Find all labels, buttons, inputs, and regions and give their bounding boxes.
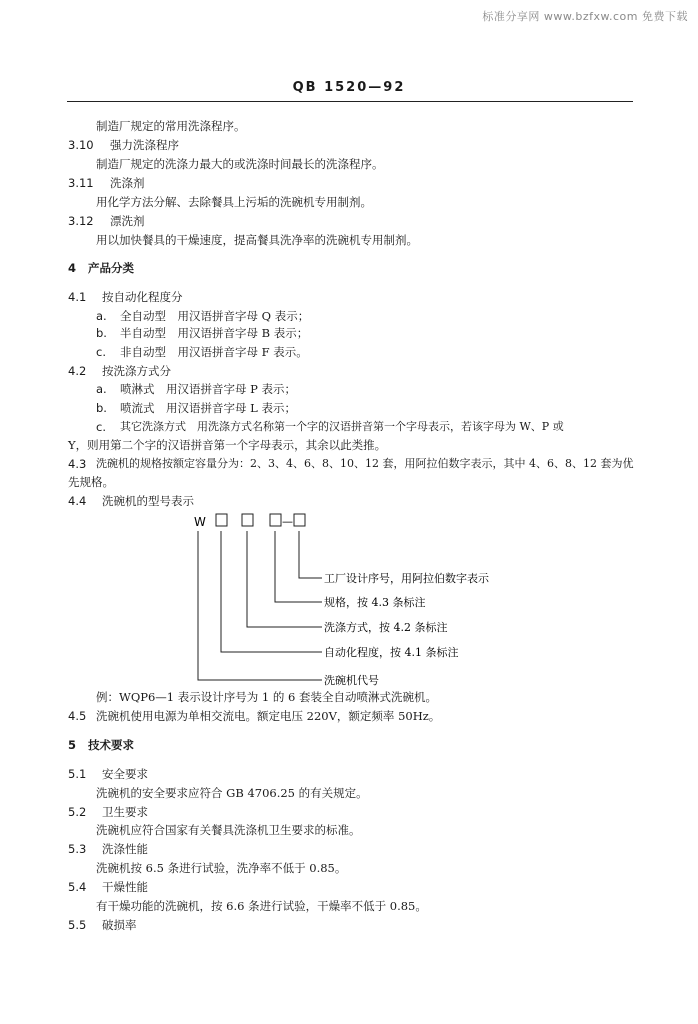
clause-number: 3.12	[68, 214, 94, 228]
diagram-label-automation: 自动化程度，按 4.1 条标注	[324, 646, 459, 659]
section-number: 4	[68, 261, 77, 275]
diagram-w-letter: W	[194, 515, 206, 529]
clause-heading: 安全要求	[102, 767, 148, 781]
text-line: 洗碗机应符合国家有关餐具洗涤机卫生要求的标准。	[96, 823, 361, 837]
clause-heading: 按洗涤方式分	[102, 364, 171, 378]
section-number: 5	[68, 738, 77, 752]
list-item: 喷淋式 用汉语拼音字母 P 表示；	[120, 382, 297, 396]
code-box-serial	[294, 514, 305, 526]
item-marker: a.	[96, 382, 107, 396]
leader-line-code	[198, 531, 322, 680]
diagram-dash: —	[282, 515, 293, 528]
diagram-label-code: 洗碗机代号	[324, 674, 379, 687]
text-line: 有干燥功能的洗碗机，按 6.6 条进行试验，干燥率不低于 0.85。	[96, 899, 427, 913]
clause-heading: 按自动化程度分	[102, 290, 183, 304]
diagram-label-washing: 洗涤方式，按 4.2 条标注	[324, 621, 448, 634]
item-marker: b.	[96, 326, 107, 340]
text-line: 洗碗机使用电源为单相交流电。额定电压 220V，额定频率 50Hz。	[96, 709, 441, 723]
list-item: 喷流式 用汉语拼音字母 L 表示；	[120, 401, 296, 415]
section-heading: 技术要求	[88, 738, 134, 752]
item-marker: b.	[96, 401, 107, 415]
clause-number: 5.2	[68, 805, 87, 819]
standard-header: QB 1520—92	[292, 80, 406, 95]
leader-line-automation	[221, 531, 322, 652]
clause-heading: 洗碗机的型号表示	[102, 494, 194, 508]
clause-heading: 破损率	[102, 918, 137, 932]
text-line: 洗碗机的规格按额定容量分为：2、3、4、6、8、10、12 套，用阿拉伯数字表示，其中 4、6、8、12 套为优	[96, 457, 634, 470]
clause-number: 4.4	[68, 494, 87, 508]
clause-number: 4.3	[68, 457, 87, 471]
clause-number: 3.10	[68, 138, 94, 152]
clause-heading: 强力洗涤程序	[110, 138, 179, 152]
section-heading: 产品分类	[88, 261, 134, 275]
text-line: 洗碗机按 6.5 条进行试验，洗净率不低于 0.85。	[96, 861, 347, 875]
diagram-label-capacity: 规格，按 4.3 条标注	[324, 596, 426, 609]
text-line: 先规格。	[68, 475, 114, 489]
clause-number: 4.1	[68, 290, 87, 304]
text-line: 制造厂规定的洗涤力最大的或洗涤时间最长的洗涤程序。	[96, 157, 384, 171]
clause-heading: 洗涤性能	[102, 842, 148, 856]
item-marker: c.	[96, 345, 106, 359]
list-item: 非自动型 用汉语拼音字母 F 表示。	[120, 345, 308, 359]
text-line: 用化学方法分解、去除餐具上污垢的洗碗机专用制剂。	[96, 195, 372, 209]
clause-number: 3.11	[68, 176, 94, 190]
watermark: 标准分享网 www.bzfxw.com 免费下载	[482, 10, 688, 23]
text-line: 用以加快餐具的干燥速度，提高餐具洗净率的洗碗机专用制剂。	[96, 233, 418, 247]
clause-heading: 卫生要求	[102, 805, 148, 819]
clause-number: 4.2	[68, 364, 87, 378]
item-marker: a.	[96, 309, 107, 323]
clause-heading: 洗涤剂	[110, 176, 145, 190]
code-box-washing	[242, 514, 253, 526]
code-box-automation	[216, 514, 227, 526]
list-item: 半自动型 用汉语拼音字母 B 表示；	[120, 326, 309, 340]
list-item: 全自动型 用汉语拼音字母 Q 表示；	[120, 309, 310, 323]
diagram-label-serial: 工厂设计序号，用阿拉伯数字表示	[324, 572, 489, 585]
clause-number: 4.5	[68, 709, 87, 723]
clause-number: 5.3	[68, 842, 87, 856]
text-line: Y，则用第二个字的汉语拼音第一个字母表示，其余以此类推。	[68, 438, 387, 452]
clause-number: 5.4	[68, 880, 87, 894]
leader-line-washing	[247, 531, 322, 627]
clause-number: 5.1	[68, 767, 87, 781]
leader-line-serial	[299, 531, 322, 578]
example-text: 例：WQP6—1 表示设计序号为 1 的 6 套装全自动喷淋式洗碗机。	[96, 690, 438, 704]
text-line: 洗碗机的安全要求应符合 GB 4706.25 的有关规定。	[96, 786, 368, 800]
item-marker: c.	[96, 420, 106, 434]
list-item: 其它洗涤方式 用洗涤方式名称第一个字的汉语拼音第一个字母表示，若该字母为 W、P 或	[120, 420, 564, 433]
text-line: 制造厂规定的常用洗涤程序。	[96, 119, 246, 133]
code-box-capacity	[270, 514, 281, 526]
clause-number: 5.5	[68, 918, 87, 932]
clause-heading: 漂洗剂	[110, 214, 145, 228]
clause-heading: 干燥性能	[102, 880, 148, 894]
